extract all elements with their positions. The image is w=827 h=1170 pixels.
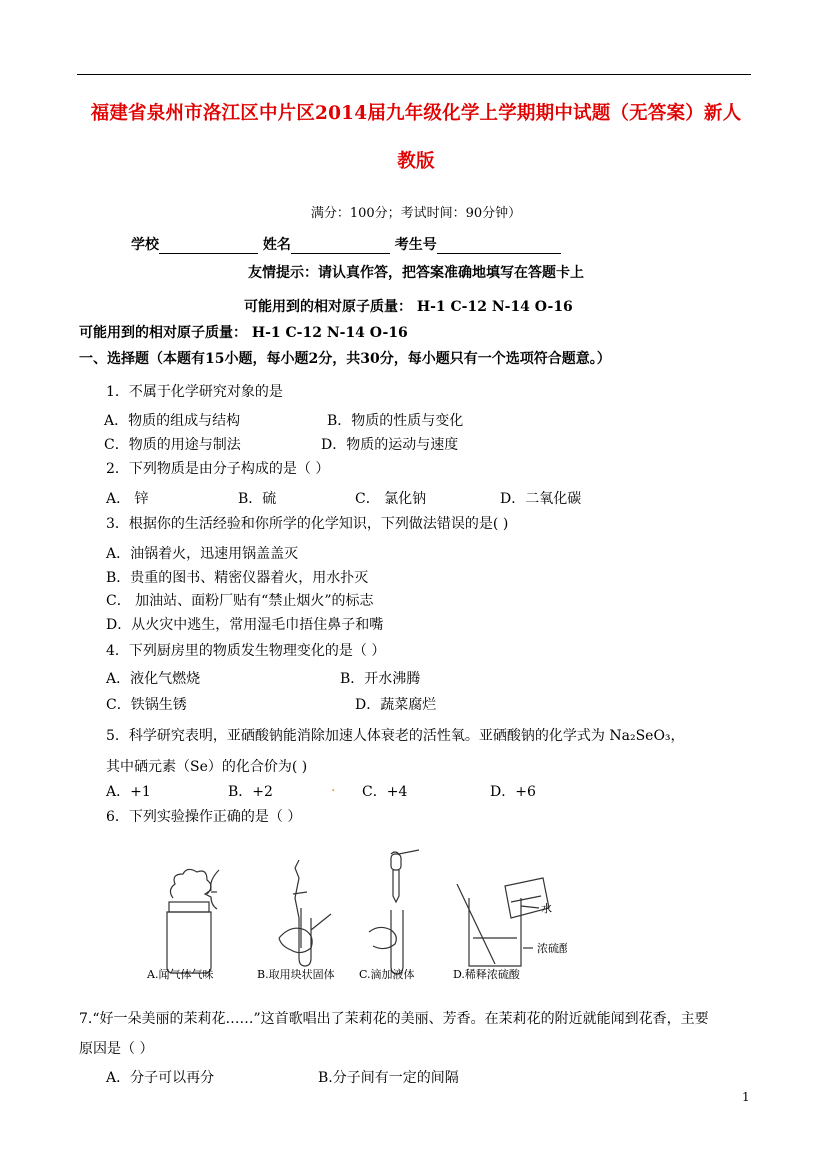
q4-option-a: A．液化气燃烧: [106, 671, 201, 687]
school-label: 学校: [131, 237, 159, 253]
school-blank: [159, 238, 258, 254]
exam-no-blank: [437, 238, 561, 254]
doc-title-line1: 福建省泉州市洛江区中片区2014届九年级化学上学期期中试题（无答案）新人: [90, 103, 742, 124]
q3-option-b: B．贵重的图书、精密仪器着火，用水扑灭: [106, 570, 369, 586]
lab-operations-figure: [139, 848, 567, 984]
q7-option-a: A．分子可以再分: [106, 1070, 215, 1086]
q2-option-c: C． 氯化钠: [355, 491, 427, 507]
fig-label-d: D.稀释浓硫酸: [453, 968, 520, 981]
q2-option-a: A． 锌: [106, 491, 149, 507]
fig-label-c: C.滴加液体: [359, 968, 415, 981]
atomic-mass-left: 可能用到的相对原子质量： H-1 C-12 N-14 O-16: [79, 325, 408, 341]
q3-stem: 3．根据你的生活经验和你所学的化学知识，下列做法错误的是( ): [106, 516, 509, 532]
q1-stem: 1．不属于化学研究对象的是: [106, 384, 283, 400]
acid-label: 浓硫酸: [537, 942, 567, 955]
water-label: 水: [541, 902, 552, 915]
fig-label-a: A.闻气体气味: [147, 968, 214, 981]
q4-option-c: C．铁锅生锈: [106, 697, 187, 713]
q5-stray-dot: .: [331, 779, 336, 795]
exam-info: 满分：100分；考试时间：90分钟）: [310, 206, 522, 221]
fig-label-b: B.取用块状固体: [257, 968, 335, 981]
q5-option-d: D．+6: [490, 784, 536, 800]
beaker-dilution-illustration: [457, 878, 549, 966]
q7-stem: 7.“好一朵美丽的茉莉花……”这首歌唱出了茉莉花的美丽、芳香。在茉莉花的附近就能闻到花香，主要: [79, 1011, 709, 1027]
q4-stem: 4．下列厨房里的物质发生物理变化的是（ ）: [106, 643, 386, 659]
q3-option-c: C． 加油站、面粉厂贴有“禁止烟火”的标志: [106, 593, 374, 609]
test-tube-solid-illustration: [279, 860, 331, 966]
q5-stem-line2: 其中硒元素（Se）的化合价为( ): [106, 759, 308, 775]
dropper-tube-illustration: [369, 850, 419, 974]
q2-option-b: B．硫: [238, 491, 277, 507]
q4-option-d: D．蔬菜腐烂: [355, 697, 437, 713]
q1-option-a: A．物质的组成与结构: [104, 413, 241, 429]
q5-option-b: B．+2: [228, 784, 273, 800]
header-rule: [77, 74, 751, 75]
q6-stem: 6．下列实验操作正确的是（ ）: [106, 809, 302, 825]
jar-smelling-illustration: [167, 869, 219, 973]
q5-option-a: A．+1: [106, 784, 151, 800]
q1-option-d: D．物质的运动与速度: [321, 437, 459, 453]
q7-stem-line2: 原因是（ ）: [79, 1041, 154, 1057]
q3-option-d: D．从火灾中逃生，常用湿毛巾捂住鼻子和嘴: [106, 617, 384, 633]
friendly-tip: 友情提示：请认真作答，把答案准确地填写在答题卡上: [248, 265, 584, 281]
q3-option-a: A．油锅着火，迅速用锅盖盖灭: [106, 546, 299, 562]
q2-option-d: D．二氧化碳: [500, 491, 582, 507]
q7-option-b: B.分子间有一定的间隔: [318, 1070, 459, 1086]
name-blank: [291, 238, 390, 254]
q5-stem: 5．科学研究表明，亚硒酸钠能消除加速人体衰老的活性氧。亚硒酸钠的化学式为 Na₂SeO₃，: [106, 728, 685, 744]
q5-option-c: C．+4: [362, 784, 408, 800]
section-heading: 一、选择题（本题有15小题，每小题2分，共30分，每小题只有一个选项符合题意。）: [79, 351, 611, 367]
student-fields: [131, 234, 561, 254]
exam-no-label: 考生号: [394, 237, 437, 253]
name-label: 姓名: [262, 237, 291, 253]
q4-option-b: B．开水沸腾: [340, 671, 421, 687]
q2-stem: 2．下列物质是由分子构成的是（ ）: [106, 461, 330, 477]
q1-option-b: B．物质的性质与变化: [327, 413, 464, 429]
lab-figure-svg: [139, 848, 567, 984]
doc-title-line2: 教版: [397, 151, 435, 172]
atomic-mass-center: 可能用到的相对原子质量： H-1 C-12 N-14 O-16: [244, 299, 573, 315]
page-number: 1: [742, 1090, 750, 1104]
q1-option-c: C．物质的用途与制法: [104, 437, 241, 453]
